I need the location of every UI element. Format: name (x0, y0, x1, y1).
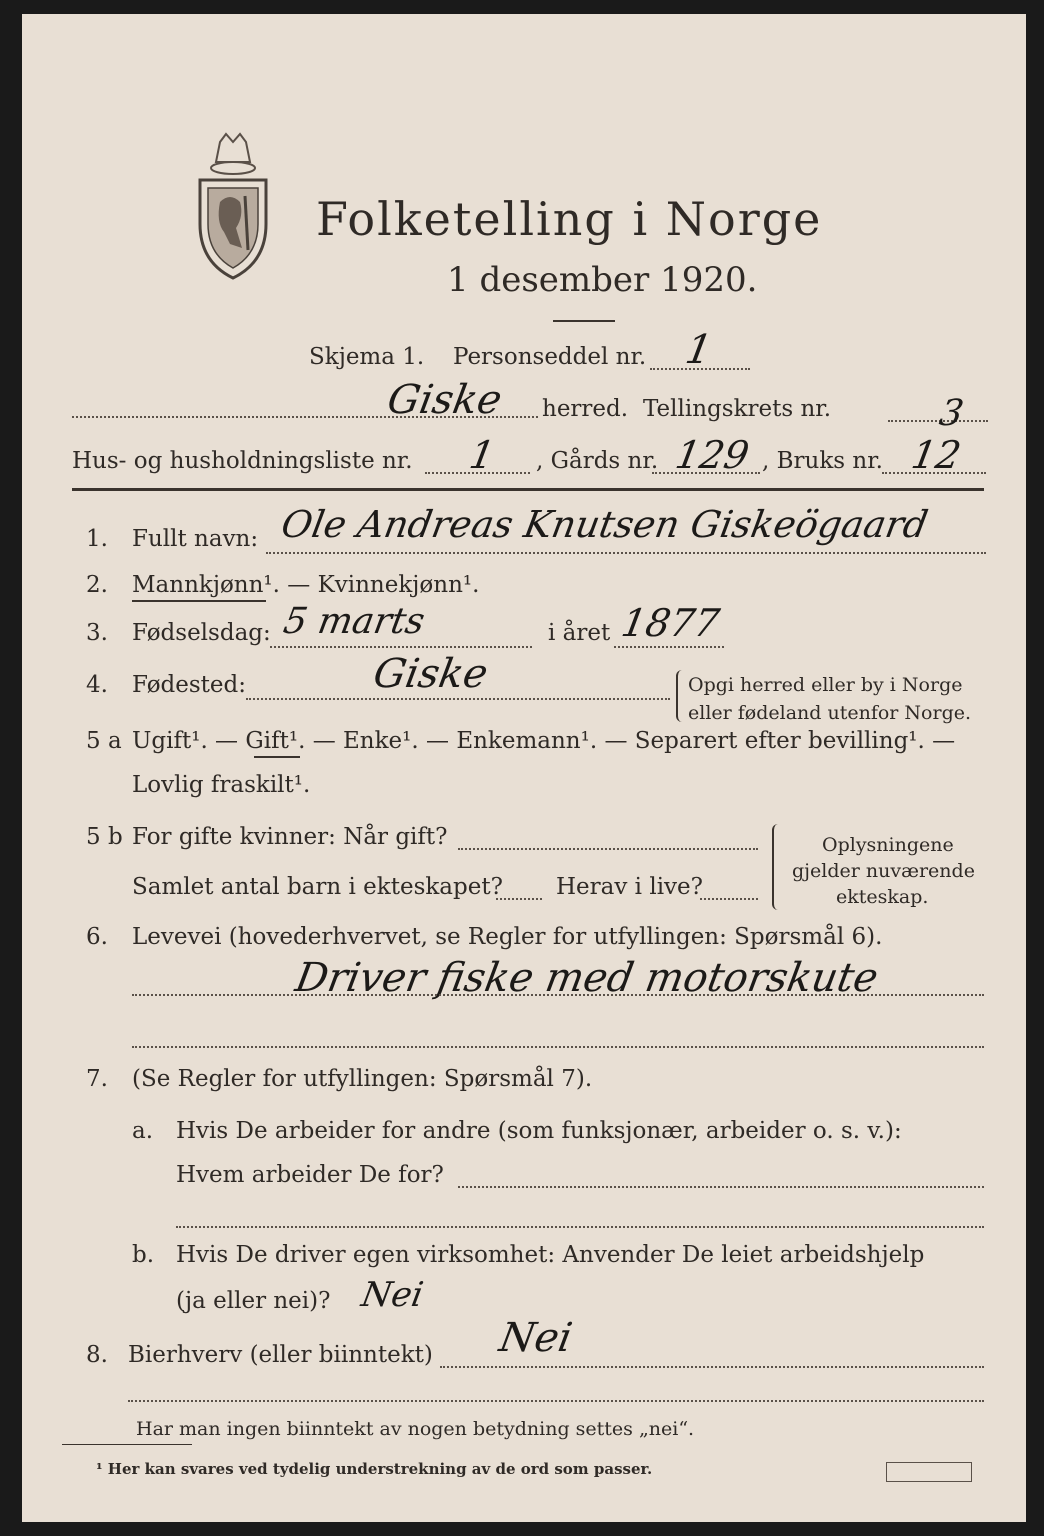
footnote: ¹ Her kan svares ved tydelig understrekning av de ord som passer. (96, 1460, 653, 1478)
marital-status-line2: Lovlig fraskilt¹. (132, 772, 311, 798)
gift-underline (254, 756, 300, 758)
birth-year-label: i året (548, 620, 611, 646)
q2-number: 2. (86, 572, 108, 598)
married-when-field[interactable] (458, 848, 758, 850)
q7b-letter: b. (132, 1242, 155, 1268)
personseddel-value: 1 (681, 327, 716, 373)
tellingskrets-label: Tellingskrets nr. (643, 396, 832, 422)
norwegian-coat-of-arms-icon (190, 132, 276, 282)
gender-options: Mannkjønn¹. — Kvinnekjønn¹. (132, 572, 480, 598)
q5b-note-brace (772, 824, 780, 910)
birthplace-value: Giske (369, 651, 492, 697)
q7-number: 7. (86, 1066, 108, 1092)
full-name-value: Ole Andreas Knutsen Giskeögaard (278, 503, 932, 546)
children-alive-field[interactable] (700, 898, 758, 900)
full-name-field[interactable] (266, 552, 986, 554)
bruks-value: 12 (908, 433, 965, 477)
q7-label: (Se Regler for utfyllingen: Spørsmål 7). (132, 1066, 593, 1092)
birthdate-value: 5 marts (280, 601, 428, 642)
q4-number: 4. (86, 672, 108, 698)
secondary-income-value: Nei (495, 1315, 576, 1361)
children-count-field[interactable] (496, 898, 542, 900)
q1-number: 1. (86, 526, 108, 552)
hus-value: 1 (466, 433, 499, 477)
q5b-label-alive: Herav i live? (556, 874, 703, 900)
secondary-income-field[interactable] (440, 1366, 984, 1368)
birth-year-value: 1877 (618, 601, 723, 645)
tellingskrets-value: 3 (936, 393, 967, 434)
q6-number: 6. (86, 924, 108, 950)
q7a-line1: Hvis De arbeider for andre (som funksjonær, arbeider o. s. v.): (176, 1118, 902, 1144)
q3-label: Fødselsdag: (132, 620, 271, 646)
footnote-divider (62, 1444, 192, 1445)
hired-help-value: Nei (358, 1275, 427, 1315)
skjema-label: Skjema 1. (309, 344, 425, 370)
mannkjonn-underline (132, 600, 266, 602)
q5b-note-line2: gjelder nuværende (792, 860, 975, 882)
q5b-label-children: Samlet antal barn i ekteskapet? (132, 874, 503, 900)
q7b-line1: Hvis De driver egen virksomhet: Anvender De leiet arbeidshjelp (176, 1242, 925, 1268)
q3-number: 3. (86, 620, 108, 646)
personseddel-label: Personseddel nr. (453, 344, 647, 370)
census-date: 1 desember 1920. (447, 260, 758, 300)
gards-value: 129 (672, 433, 753, 477)
herred-value: Giske (383, 377, 506, 423)
q8-label: Bierhverv (eller biinntekt) (128, 1342, 433, 1368)
q6-label: Levevei (hovederhvervet, se Regler for utfyllingen: Spørsmål 6). (132, 924, 883, 950)
q5b-note-line3: ekteskap. (836, 886, 929, 908)
title-divider (553, 320, 615, 322)
gards-label: , Gårds nr. (536, 448, 659, 474)
occupation-field-line2[interactable] (132, 1046, 984, 1048)
employer-field-line1[interactable] (458, 1186, 984, 1188)
birth-year-field[interactable] (614, 646, 724, 648)
q5b-note-line1: Oplysningene (822, 834, 954, 856)
q5b-label-married: For gifte kvinner: Når gift? (132, 824, 448, 850)
q7a-letter: a. (132, 1118, 154, 1144)
q4-note-line2: eller fødeland utenfor Norge. (688, 702, 972, 724)
header-divider (72, 488, 984, 491)
hus-label: Hus- og husholdningsliste nr. (72, 448, 413, 474)
occupation-field-line1[interactable] (132, 994, 984, 996)
q5a-number: 5 a (86, 728, 122, 754)
occupation-value: Driver fiske med motorskute (291, 955, 882, 1001)
employer-field-line2[interactable] (176, 1226, 984, 1228)
marital-status-options: Ugift¹. — Gift¹. — Enke¹. — Enkemann¹. — Separert efter bevilling¹. — (132, 728, 956, 754)
birthdate-field[interactable] (270, 646, 532, 648)
q7b-line2: (ja eller nei)? (176, 1288, 331, 1314)
herred-label: herred. (542, 396, 629, 422)
form-title: Folketelling i Norge (316, 192, 823, 246)
q5b-number: 5 b (86, 824, 123, 850)
q4-note-line1: Opgi herred eller by i Norge (688, 674, 963, 696)
q4-note-brace (676, 670, 684, 722)
printer-stamp (886, 1462, 972, 1482)
q4-label: Fødested: (132, 672, 247, 698)
q1-label: Fullt navn: (132, 526, 259, 552)
q7a-line2: Hvem arbeider De for? (176, 1162, 444, 1188)
q8-number: 8. (86, 1342, 108, 1368)
bruks-label: , Bruks nr. (762, 448, 883, 474)
secondary-income-field-line2[interactable] (128, 1400, 984, 1402)
birthplace-field[interactable] (246, 698, 670, 700)
q8-note: Har man ingen biinntekt av nogen betydning settes „nei“. (136, 1418, 695, 1440)
